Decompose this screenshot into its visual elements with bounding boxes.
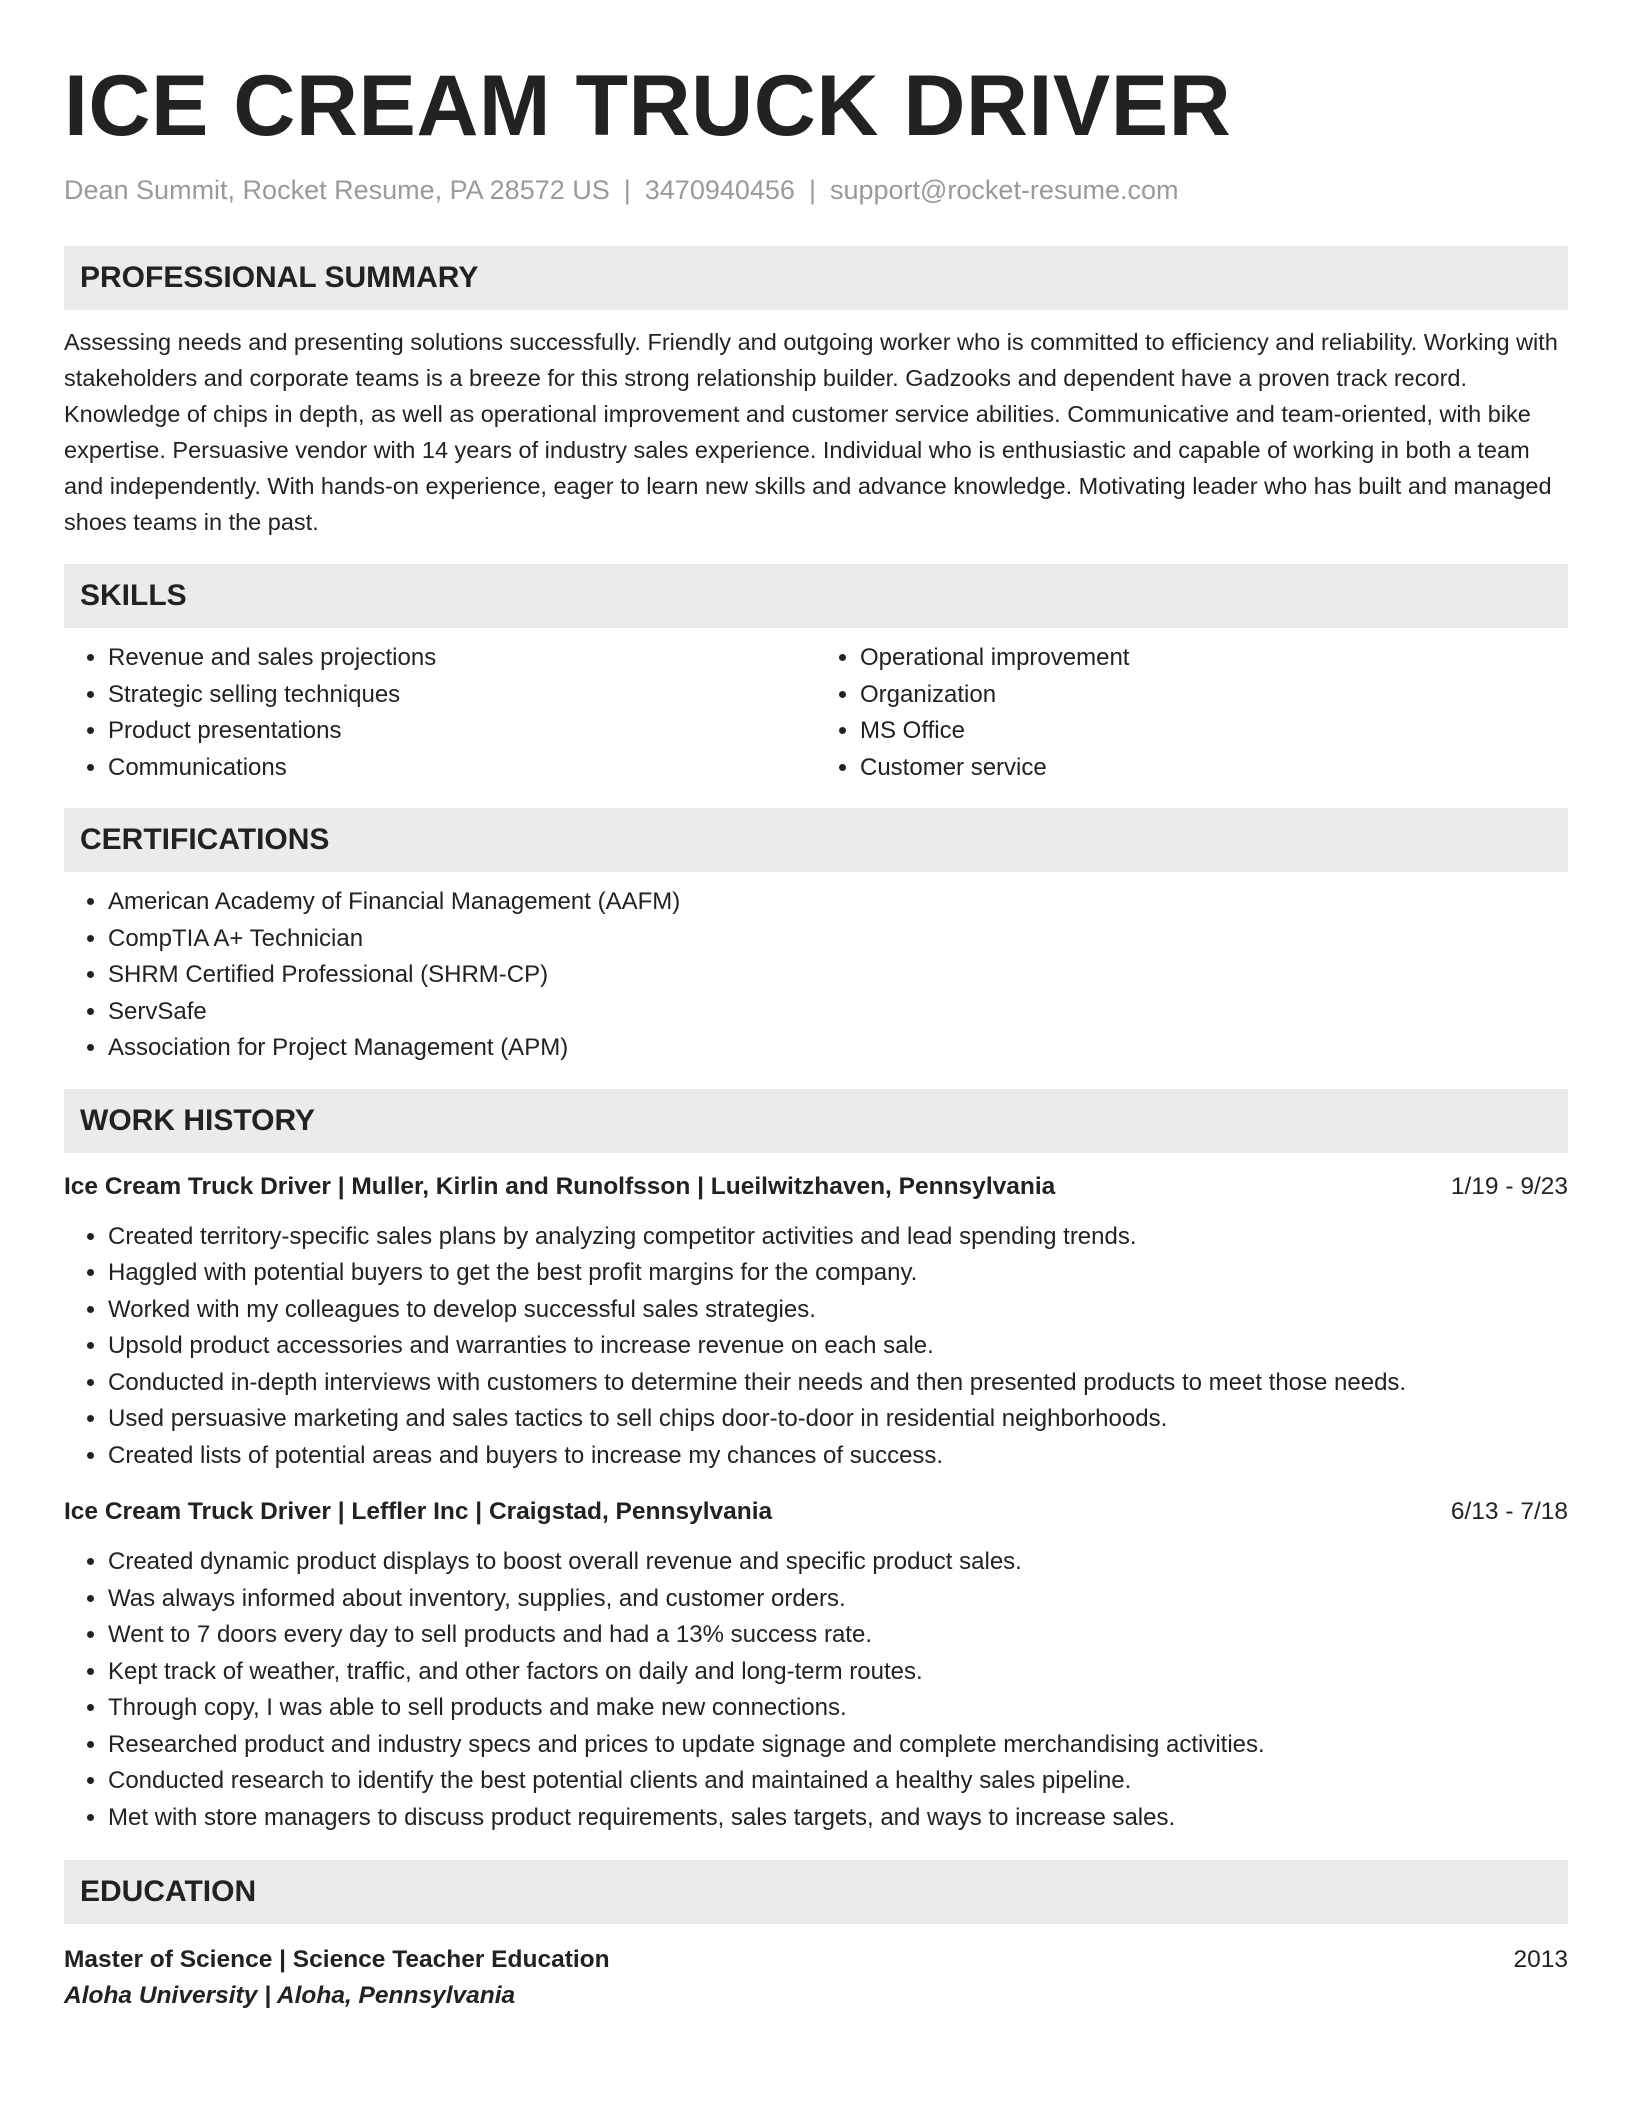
job-bullet: • Created lists of potential areas and buyers to increase my chances of success. (108, 1438, 1568, 1475)
job-bullets (64, 1544, 1568, 1836)
job-title: Ice Cream Truck Driver | Muller, Kirlin and Runolfsson | Lueilwitzhaven, Pennsylvania (64, 1172, 1056, 1200)
job-bullets (64, 1219, 1568, 1475)
education-entry (64, 1942, 1568, 2014)
contact-separator: | (808, 175, 816, 205)
job-entry (64, 1494, 1568, 1836)
contact-address: Dean Summit, Rocket Resume, PA 28572 US (64, 175, 610, 205)
resume-name: ICE CREAM TRUCK DRIVER (64, 58, 1232, 154)
certification-item: • SHRM Certified Professional (SHRM-CP) (108, 957, 1568, 994)
job-bullet: • Researched product and industry specs and prices to update signage and complete merchandising activities. (108, 1727, 1568, 1764)
skills-column-right (816, 640, 1568, 786)
job-bullet: • Used persuasive marketing and sales tactics to sell chips door-to-door in residential neighborhoods. (108, 1401, 1568, 1438)
job-entry (64, 1169, 1568, 1475)
education-head (64, 1942, 1568, 1978)
skill-item: • Product presentations (108, 713, 816, 750)
job-bullet: • Upsold product accessories and warranties to increase revenue on each sale. (108, 1328, 1568, 1365)
skill-item: • Revenue and sales projections (108, 640, 816, 677)
skill-item: • Organization (860, 677, 1568, 714)
job-bullet: • Worked with my colleagues to develop successful sales strategies. (108, 1292, 1568, 1329)
skill-item: • Strategic selling techniques (108, 677, 816, 714)
job-head (64, 1494, 1568, 1530)
job-dates: 1/19 - 9/23 (1450, 1172, 1568, 1200)
certification-item: • Association for Project Management (APM) (108, 1030, 1568, 1067)
job-bullet: • Met with store managers to discuss product requirements, sales targets, and ways to increase sales. (108, 1800, 1568, 1837)
job-bullet: • Through copy, I was able to sell products and make new connections. (108, 1690, 1568, 1727)
summary-text: Assessing needs and presenting solutions successfully. Friendly and outgoing worker who is committed to efficiency and reliability. Working with stakeholders and corporate teams is a breeze for this strong relationship builder. Gadzooks and dependent have a proven track record. Knowledge of chips in depth, as well as operational improvement and customer service abilities. Communicative and team-oriented, with bike expertise. Persuasive vendor with 14 years of industry sales experience. Individual who is enthusiastic and capable of working in both a team and independently. With hands-on experience, eager to learn new skills and advance knowledge. Motivating leader who has built and managed shoes teams in the past. (64, 329, 1558, 535)
certifications-heading: CERTIFICATIONS (64, 808, 1568, 872)
job-bullet: • Created territory-specific sales plans by analyzing competitor activities and lead spending trends. (108, 1219, 1568, 1256)
contact-separator: | (623, 175, 631, 205)
job-bullet: • Was always informed about inventory, supplies, and customer orders. (108, 1581, 1568, 1618)
job-dates: 6/13 - 7/18 (1450, 1498, 1568, 1525)
education-degree: Master of Science | Science Teacher Education (64, 1946, 610, 1973)
job-bullet: • Conducted in-depth interviews with customers to determine their needs and then presented products to meet those needs. (108, 1365, 1568, 1402)
skill-item: • Communications (108, 750, 816, 787)
job-bullet: • Kept track of weather, traffic, and other factors on daily and long-term routes. (108, 1654, 1568, 1691)
contact-email: support@rocket-resume.com (829, 175, 1179, 205)
job-head (64, 1169, 1568, 1205)
job-bullet: • Created dynamic product displays to boost overall revenue and specific product sales. (108, 1544, 1568, 1581)
skill-item: • Customer service (860, 750, 1568, 787)
certification-item: • American Academy of Financial Management (AAFM) (108, 884, 1568, 921)
skill-item: • Operational improvement (860, 640, 1568, 677)
contact-phone: 3470940456 (644, 175, 795, 205)
job-bullet: • Conducted research to identify the best potential clients and maintained a healthy sales pipeline. (108, 1763, 1568, 1800)
education-heading: EDUCATION (64, 1860, 1568, 1924)
summary-heading: PROFESSIONAL SUMMARY (64, 246, 1568, 310)
job-bullet: • Went to 7 doors every day to sell products and had a 13% success rate. (108, 1617, 1568, 1654)
skill-item: • MS Office (860, 713, 1568, 750)
education-school: Aloha University | Aloha, Pennsylvania (64, 1982, 516, 2009)
skills-column-left (64, 640, 816, 786)
certification-item: • CompTIA A+ Technician (108, 921, 1568, 958)
contact-line (64, 172, 1568, 208)
work-history-list (64, 1169, 1568, 1837)
work-history-heading: WORK HISTORY (64, 1089, 1568, 1153)
education-year: 2013 (1513, 1946, 1568, 1973)
certification-item: • ServSafe (108, 994, 1568, 1031)
skills-heading: SKILLS (64, 564, 1568, 628)
job-title: Ice Cream Truck Driver | Leffler Inc | Craigstad, Pennsylvania (64, 1498, 773, 1525)
job-bullet: • Haggled with potential buyers to get the best profit margins for the company. (108, 1255, 1568, 1292)
certifications-list (64, 884, 1568, 1067)
skills-list (64, 640, 1568, 786)
